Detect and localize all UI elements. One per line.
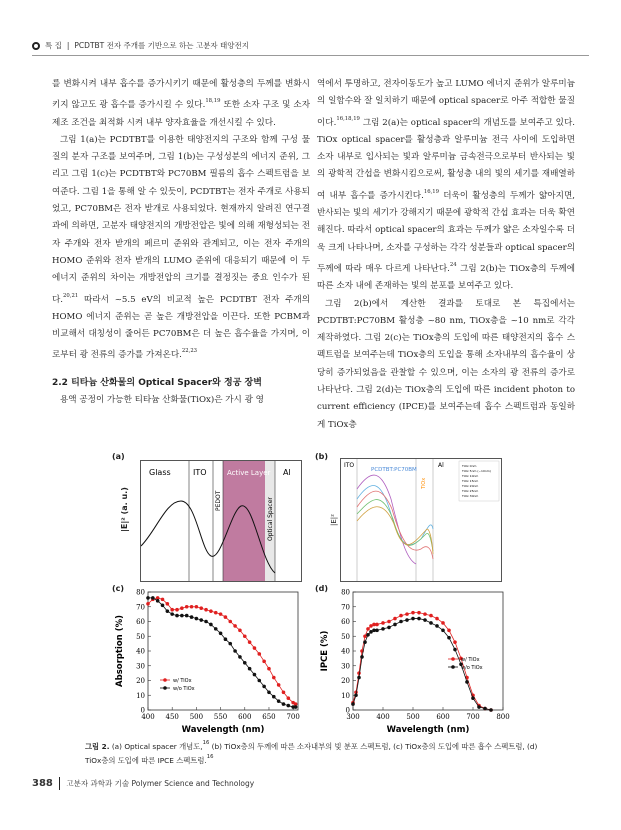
data-point: [294, 705, 298, 709]
section-title: 2.2 티타늄 산화물의 Optical Spacer와 정공 장벽: [52, 377, 262, 388]
y-tick-label: 10: [136, 691, 145, 700]
data-point: [151, 596, 155, 600]
chart-c: [100, 584, 310, 739]
legend-marker: [163, 686, 167, 690]
page-number: 388: [32, 778, 53, 789]
data-point: [453, 640, 457, 644]
data-point: [411, 617, 415, 621]
data-point: [423, 618, 427, 622]
data-point: [248, 667, 252, 671]
data-point: [166, 602, 170, 606]
y-tick-label: 20: [136, 677, 145, 685]
plot-frame: [353, 592, 503, 710]
y-tick-label: 30: [341, 662, 350, 671]
legend-item: TiOx 10nm: [462, 474, 479, 478]
data-point: [214, 627, 218, 631]
panel-b-legend: [459, 461, 499, 501]
panel-b: [340, 458, 502, 582]
data-point: [489, 708, 493, 712]
data-point: [483, 707, 487, 711]
data-point: [435, 617, 439, 621]
figure-caption: 그림 2. (a) Optical spacer 개념도,$^{16}$ (b) TiOx층의 두께에 따른 소자내부의 빛 분포 스펙트럼, (c) TiOx층의 도입에 따른 흡수 스펙트럼, (d) TiOx층의 도입에 따른 IPCE 스펙트럼.$^{16}$: [85, 740, 538, 765]
legend-label: w/ TiOx: [173, 678, 192, 684]
data-point: [399, 614, 403, 618]
data-point: [354, 693, 358, 697]
y-axis-label: IPCE (%): [320, 630, 330, 672]
y-tick-label: 40: [136, 647, 145, 656]
data-point: [161, 598, 165, 602]
legend-item: TiOx 15nm: [462, 479, 479, 483]
region-tiox: TiOx: [421, 477, 427, 489]
x-tick-label: 400: [376, 713, 390, 721]
data-point: [209, 609, 213, 613]
data-point: [146, 602, 150, 606]
data-point: [453, 648, 457, 652]
data-point: [277, 699, 281, 703]
data-point: [393, 623, 397, 627]
left-paragraph-3: 용액 공정이 가능한 티타늄 산화물(TiOx)은 가시 광 영: [60, 394, 264, 405]
page-footer: [32, 777, 254, 790]
legend-item: TiOx 5nm (~10nm): [462, 469, 491, 473]
data-point: [272, 676, 276, 680]
legend-marker: [451, 665, 455, 669]
data-point: [435, 624, 439, 628]
data-point: [204, 608, 208, 612]
x-axis-label: Wavelength (nm): [386, 725, 470, 735]
left-paragraph-1: 를 변화시켜 내부 흡수를 증가시키기 때문에 활성층의 두께를 변화시키지 않고도 광 흡수를 증가시킬 수 있다.$^{18,19}$ 또한 소자 구조 및 소자 제조 조건을 최적화 시켜 내부 양자효율을 개선시킬 수 있다.: [52, 79, 310, 128]
data-point: [195, 617, 199, 621]
footer-bar: [59, 777, 61, 790]
data-point: [357, 671, 361, 675]
y-tick-label: 30: [136, 662, 145, 671]
data-point: [161, 603, 165, 607]
data-point: [224, 615, 228, 619]
field-curve: [357, 500, 433, 551]
active-layer-region: [223, 461, 265, 581]
data-point: [351, 702, 355, 706]
data-point: [405, 618, 409, 622]
x-tick-label: 650: [262, 713, 276, 721]
data-point: [228, 642, 232, 646]
data-point: [357, 676, 361, 680]
right-paragraph-1: 역에서 투명하고, 전자이동도가 높고 LUMO 에너지 준위가 알루미늄의 일함수와 잘 일치하기 때문에 optical spacer로 아주 적합한 물질이다.$^{16,18,19}$ 그림 2(a)는 optical spacer의 개념도를 보여주고 있다. TiOx optical spacer를 활성층과 알루미늄 전극 사이에 도입하면 소자 내부로 입사되는 빛과 알루미늄 금속전극으로부터 반사되는 빛의 광학적 간섭을 변화시킴으로써, 활성층 내의 빛의 세기를 재배열하여 내부 흡수를 증가시킨다.$^{16,19}$ 더욱이 활성층의 두께가 얇아지면, 반사되는 빛의 세기가 강해지기 때문에 광학적 간섭 효과는 더욱 확연해진다. 따라서 optical spacer의 효과는 두께가 얇은 소자일수록 더욱 크게 나타나며, 소자를 구성하는 각각 성분들과 optical spacer의 두께에 따라 매우 다르게 나타난다.$^{24}$ 그림 2(b)는 TiOx층의 두께에 따른 소자 내에 존재하는 빛의 분포를 보여주고 있다.: [317, 79, 575, 292]
data-point: [170, 612, 174, 616]
left-column: [52, 76, 310, 409]
legend-label: w/o TiOx: [461, 665, 483, 671]
y-tick-label: 50: [136, 632, 145, 641]
data-point: [477, 705, 481, 709]
data-point: [238, 629, 242, 633]
right-paragraph-2: 그림 2(b)에서 계산한 결과를 토대로 본 특집에서는 PCDTBT:PC70BM 활성층 ~80 nm, TiOx층을 ~10 nm로 각각 제작하였다. 그림 2(c)는 TiOx층의 도입에 따른 태양전지의 흡수 스펙트럼을 보여주는데 TiOx층의 도입을 통해 소자내부의 흡수율이 상당히 증가되었음을 관찰할 수 있으며, 이는 소자의 광 전류의 증가로 나타난다. 그림 2(d)는 TiOx층의 도입에 따른 incident photon to current efficiency (IPCE)를 보여주는데 흡수 스펙트럼과 동일하게 TiOx층: [317, 298, 575, 430]
x-tick-label: 800: [496, 713, 510, 721]
data-point: [180, 614, 184, 618]
data-point: [224, 637, 228, 641]
data-point: [219, 612, 223, 616]
data-point: [441, 629, 445, 633]
data-point: [282, 691, 286, 695]
panel-a-svg: [141, 461, 301, 581]
legend-item: TiOx 20nm: [462, 484, 479, 488]
figure-2: [100, 444, 520, 739]
data-point: [405, 612, 409, 616]
legend-marker: [451, 657, 455, 661]
header-separator: |: [66, 41, 70, 50]
data-point: [366, 627, 370, 631]
data-point: [170, 608, 174, 612]
header-section: 특 집: [45, 41, 62, 50]
data-point: [363, 640, 367, 644]
x-tick-label: 700: [466, 713, 480, 721]
left-paragraph-2: 그림 1(a)는 PCDTBT를 이용한 태양전지의 구조와 함께 구성 물질의 분자 구조를 보여주며, 그림 1(b)는 구성성분의 에너지 준위, 그리고 그림 1(c)는 PCDTBT와 PC70BM 필름의 흡수 스펙트럼을 보여준다. 그림 1을 통해 알 수 있듯이, PCDTBT는 전자 주개로 사용되었고, PC70BM은 전자 받개로 사용되었다. 현재까지 알려진 연구결과에 의하면, 고분자 태양전지의 개방전압은 빛에 의해 재형성되는 전자 주개와 전자 받개의 페르미 준위와 관계되고, 이는 전자 주개의 HOMO 준위와 전자 받개의 LUMO 준위에 대응되기 때문에 이 두 에너지 준위의 차이는 개방전압의 크기를 결정짓는 중요 인수가 된다.$^{20,21}$ 따라서 ~5.5 eV의 비교적 높은 PCDTBT 전자 주개의 HOMO 에너지 준위는 곧 높은 개방전압을 이끈다. 또한 PCBM과 비교해서 대칭성이 줄어든 PC70BM은 더 높은 흡수율을 가지며, 이로부터 광 전류의 증가를 가져온다.$^{22,23}$: [52, 134, 310, 361]
chart-d: [305, 584, 515, 739]
data-point: [399, 620, 403, 624]
y-axis-label: Absorption (%): [115, 615, 125, 687]
data-point: [262, 685, 266, 689]
region-ito: ITO: [344, 462, 355, 469]
legend-item: TiOx 30nm: [462, 494, 479, 498]
data-point: [214, 611, 218, 615]
legend-label: w/ TiOx: [461, 657, 480, 663]
panel-a-ylabel: |E|² (a. u.): [120, 487, 129, 532]
data-point: [233, 649, 237, 653]
panel-d-label: (d): [315, 584, 329, 593]
panel-a-label: (a): [112, 452, 125, 461]
y-tick-label: 70: [341, 603, 350, 612]
y-tick-label: 0: [140, 706, 145, 715]
data-point: [375, 629, 379, 633]
data-point: [465, 680, 469, 684]
y-tick-label: 60: [136, 618, 145, 626]
legend-item: TiOx 0nm: [462, 464, 477, 468]
data-point: [267, 667, 271, 671]
data-point: [277, 683, 281, 687]
data-point: [366, 633, 370, 637]
region-active: PCDTBT:PC70BM: [371, 467, 417, 473]
x-tick-label: 700: [286, 713, 300, 721]
panel-a: [140, 460, 302, 582]
data-point: [429, 614, 433, 618]
data-point: [199, 618, 203, 622]
legend-item: TiOx 25nm: [462, 489, 479, 493]
data-point: [243, 634, 247, 638]
y-tick-label: 60: [341, 618, 350, 626]
y-tick-label: 80: [136, 588, 145, 597]
data-point: [447, 629, 451, 633]
y-tick-label: 70: [136, 603, 145, 612]
data-point: [219, 632, 223, 636]
legend-marker: [163, 678, 167, 682]
layer-ito: ITO: [193, 468, 207, 477]
data-point: [257, 652, 261, 656]
data-point: [175, 614, 179, 618]
data-point: [228, 620, 232, 624]
data-point: [199, 606, 203, 610]
x-tick-label: 500: [406, 713, 420, 721]
data-point: [393, 617, 397, 621]
x-tick-label: 500: [189, 713, 204, 721]
data-point: [146, 596, 150, 600]
x-tick-label: 300: [346, 713, 360, 721]
panel-b-svg: [341, 459, 501, 581]
data-point: [447, 636, 451, 640]
y-tick-label: 10: [341, 691, 350, 700]
panel-b-label: (b): [315, 452, 329, 461]
data-point: [253, 646, 257, 650]
data-point: [387, 620, 391, 624]
data-point: [195, 605, 199, 609]
data-point: [243, 661, 247, 665]
header-rule: [32, 55, 589, 56]
data-point: [360, 655, 364, 659]
data-point: [417, 617, 421, 621]
data-point: [190, 615, 194, 619]
x-tick-label: 600: [436, 713, 450, 721]
data-point: [253, 673, 257, 677]
y-tick-label: 20: [341, 677, 350, 685]
data-point: [441, 621, 445, 625]
data-point: [156, 599, 160, 603]
data-point: [204, 620, 208, 624]
data-point: [375, 623, 379, 627]
layer-pedot: PEDOT: [215, 490, 222, 511]
header-title: PCDTBT 전자 주개를 기반으로 하는 고분자 태양전지: [74, 41, 249, 50]
data-point: [233, 624, 237, 628]
x-tick-label: 450: [165, 713, 179, 721]
y-tick-label: 50: [341, 632, 350, 641]
data-point: [238, 655, 242, 659]
x-tick-label: 550: [213, 713, 228, 721]
data-point: [185, 614, 189, 618]
data-point: [411, 611, 415, 615]
panel-b-ylabel: |E|²: [330, 514, 338, 526]
data-point: [190, 605, 194, 609]
x-tick-label: 400: [141, 713, 155, 721]
data-point: [287, 704, 291, 708]
data-point: [175, 608, 179, 612]
right-column: [317, 76, 575, 434]
x-tick-label: 600: [238, 713, 252, 721]
bullet-icon: [32, 42, 40, 50]
data-point: [471, 696, 475, 700]
y-tick-label: 0: [345, 706, 350, 715]
panel-c-label: (c): [112, 584, 125, 593]
data-point: [272, 695, 276, 699]
x-axis-label: Wavelength (nm): [181, 725, 265, 735]
data-point: [287, 696, 291, 700]
data-point: [180, 606, 184, 610]
data-point: [185, 605, 189, 609]
data-point: [166, 609, 170, 613]
layer-spacer: Optical Spacer: [267, 497, 274, 541]
data-point: [267, 691, 271, 695]
data-point: [429, 621, 433, 625]
y-tick-label: 40: [341, 647, 350, 656]
layer-active: Active Layer: [227, 469, 271, 477]
data-point: [381, 627, 385, 631]
layer-al: Al: [283, 468, 291, 477]
journal-name: 고분자 과학과 기술 Polymer Science and Technology: [66, 779, 255, 788]
region-al: Al: [438, 462, 444, 469]
data-point: [381, 621, 385, 625]
page-header: [32, 40, 249, 51]
data-point: [423, 612, 427, 616]
data-point: [209, 623, 213, 627]
y-tick-label: 80: [341, 588, 350, 597]
legend-label: w/o TiOx: [173, 686, 195, 692]
data-point: [262, 660, 266, 664]
data-point: [248, 640, 252, 644]
data-point: [387, 626, 391, 630]
data-point: [282, 702, 286, 706]
data-point: [417, 611, 421, 615]
layer-glass: Glass: [149, 468, 171, 477]
data-point: [257, 679, 261, 683]
